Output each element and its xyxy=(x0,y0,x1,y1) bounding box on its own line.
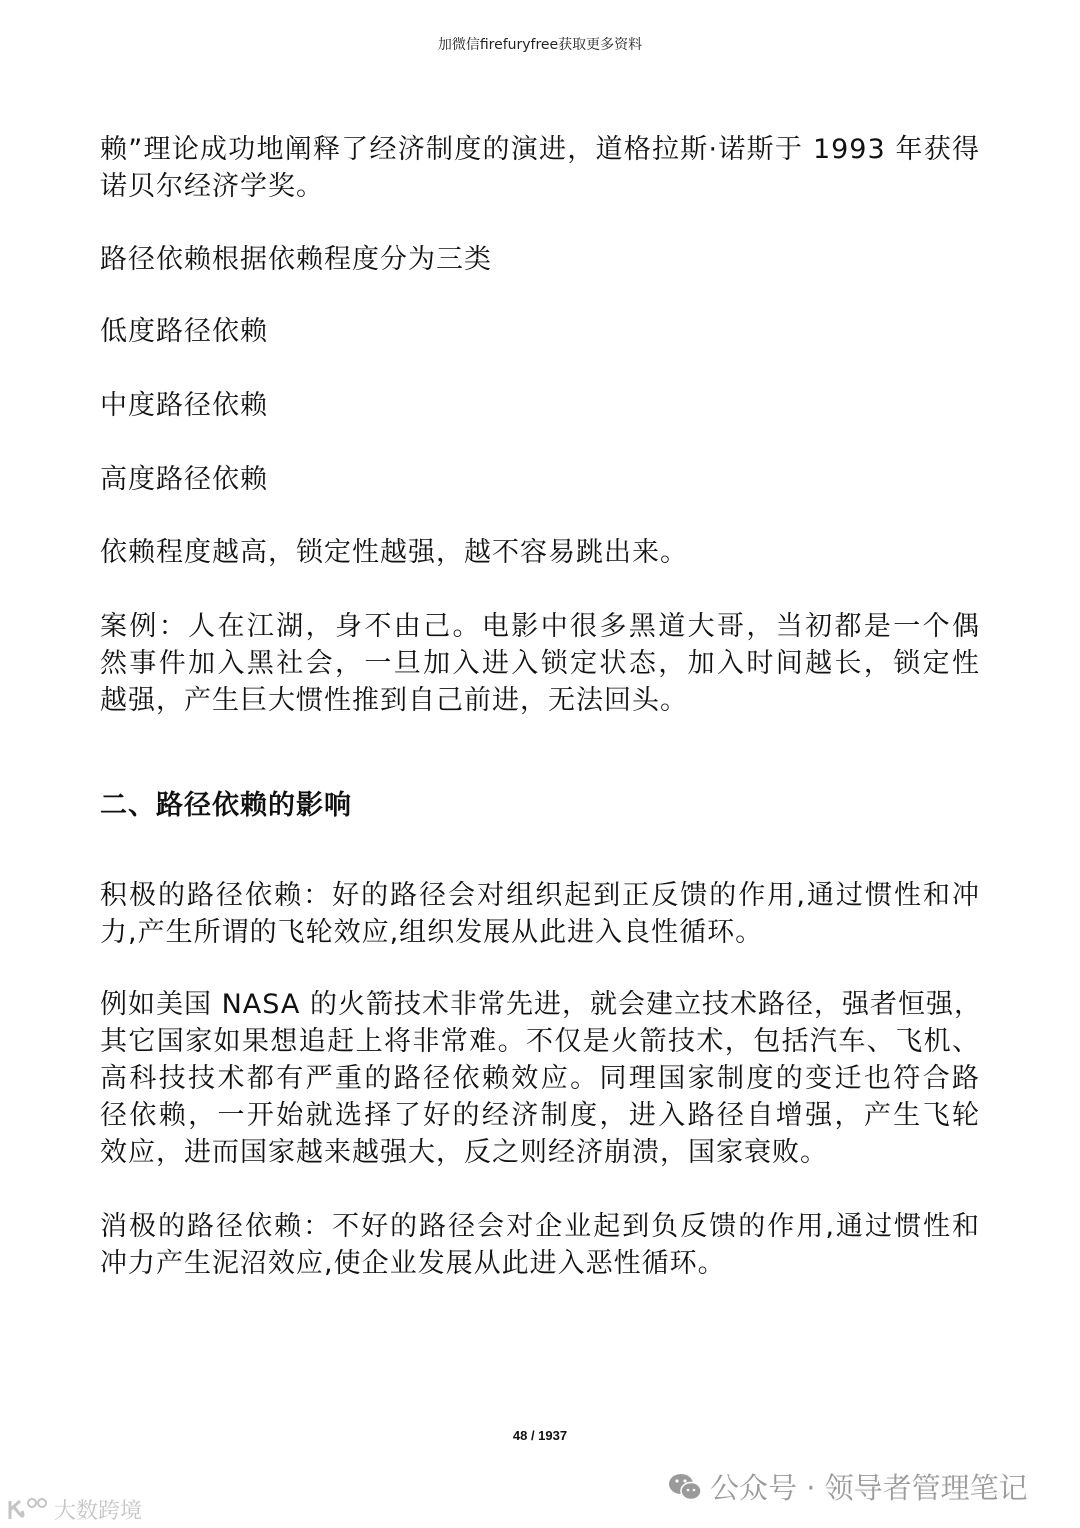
text-line: 径依赖，一开始就选择了好的经济制度，进入路径自增强，产生飞轮 xyxy=(100,1100,980,1131)
text-line: 高度路径依赖 xyxy=(100,464,268,495)
wechat-icon xyxy=(668,1472,702,1502)
text-line: 积极的路径依赖：好的路径会对组织起到正反馈的作用,通过惯性和冲 xyxy=(100,880,980,911)
text-line: 赖”理论成功地阐释了经济制度的演进，道格拉斯·诺斯于 1993 年获得 xyxy=(100,134,980,165)
text-line: 诺贝尔经济学奖。 xyxy=(100,171,324,202)
page-header: 加微信firefuryfree获取更多资料 xyxy=(437,37,643,53)
paragraph xyxy=(100,608,980,719)
text-line: 效应，进而国家越来越强大，反之则经济崩溃，国家衰败。 xyxy=(100,1137,828,1168)
brand-watermark xyxy=(6,1494,142,1525)
paragraph xyxy=(100,313,980,350)
text-line: 其它国家如果想追赶上将非常难。不仅是火箭技术，包括汽车、飞机、 xyxy=(100,1026,980,1057)
text-line: 路径依赖根据依赖程度分为三类 xyxy=(100,244,492,275)
wechat-watermark-text: 公众号 · 领导者管理笔记 xyxy=(710,1471,1028,1505)
text-line: 消极的路径依赖：不好的路径会对企业起到负反馈的作用,通过惯性和 xyxy=(100,1211,980,1242)
brand-watermark-text: 大数跨境 xyxy=(54,1499,143,1524)
brand-logo-icon xyxy=(6,1497,50,1523)
paragraph xyxy=(100,387,980,424)
paragraph xyxy=(100,131,980,205)
page-number: 48 / 1937 xyxy=(512,1428,568,1443)
paragraph xyxy=(100,1208,980,1282)
paragraph xyxy=(100,534,980,571)
paragraph xyxy=(100,877,980,951)
text-line: 低度路径依赖 xyxy=(100,316,268,347)
heading-text: 二、路径依赖的影响 xyxy=(100,790,352,821)
wechat-watermark xyxy=(668,1466,1028,1507)
paragraph xyxy=(100,461,980,498)
paragraph xyxy=(100,241,980,278)
text-line: 力,产生所谓的飞轮效应,组织发展从此进入良性循环。 xyxy=(100,917,764,948)
text-line: 中度路径依赖 xyxy=(100,390,268,421)
section-heading xyxy=(100,787,980,824)
text-line: 依赖程度越高，锁定性越强，越不容易跳出来。 xyxy=(100,537,688,568)
paragraph xyxy=(100,986,980,1171)
text-line: 例如美国 NASA 的火箭技术非常先进，就会建立技术路径，强者恒强， xyxy=(100,989,982,1020)
text-line: 高科技技术都有严重的路径依赖效应。同理国家制度的变迁也符合路 xyxy=(100,1063,980,1094)
text-line: 冲力产生泥沼效应,使企业发展从此进入恶性循环。 xyxy=(100,1248,726,1279)
text-line: 案例：人在江湖，身不由己。电影中很多黑道大哥，当初都是一个偶 xyxy=(100,611,980,642)
text-line: 然事件加入黑社会，一旦加入进入锁定状态，加入时间越长，锁定性 xyxy=(100,648,980,679)
text-line: 越强，产生巨大惯性推到自己前进，无法回头。 xyxy=(100,685,688,716)
